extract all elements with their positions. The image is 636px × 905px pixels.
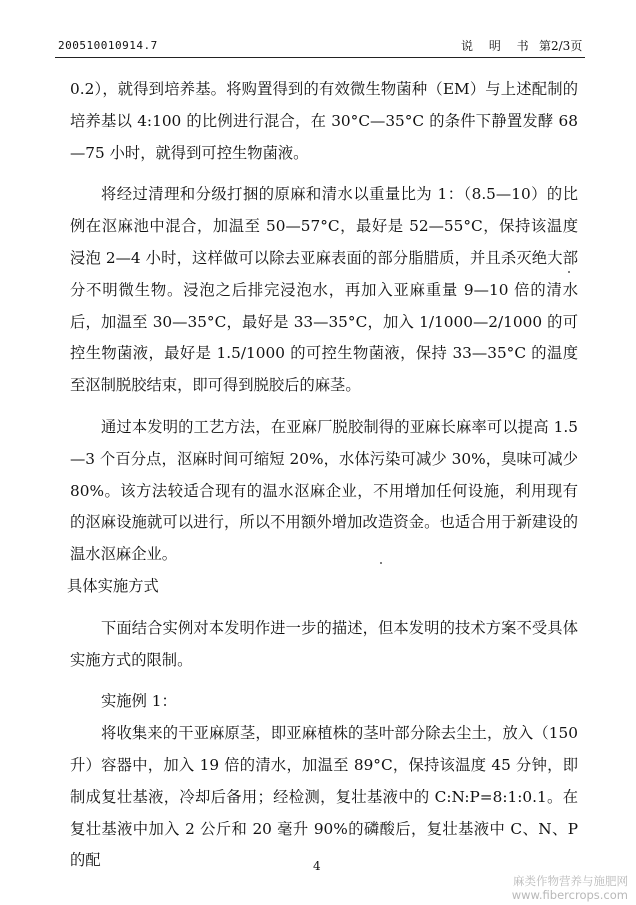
paragraph-intro: 下面结合实例对本发明作进一步的描述，但本发明的技术方案不受具体实施方式的限制。 — [70, 618, 578, 669]
header-divider — [55, 57, 585, 58]
example-heading: 实施例 1： — [101, 692, 177, 711]
scan-speck — [568, 271, 570, 273]
watermark-title: 麻类作物营养与施肥网 — [513, 874, 628, 888]
document-header — [0, 0, 636, 60]
watermark-url: www.fibercrops.com — [511, 888, 628, 902]
document-body — [67, 74, 578, 877]
document-type-label: 说 明 书 — [461, 39, 535, 53]
application-number: 200510010914.7 — [58, 39, 158, 52]
paragraph-benefits: 通过本发明的工艺方法，在亚麻厂脱胶制得的亚麻长麻率可以提高 1.5—3 个百分点，沤麻时间可缩短 20%，水体污染可减少 30%，臭味可减少 80%。该方法较适合现有的温水沤麻企业，不用增加任何设施，利用现有的沤麻设施就可以进行，所以不用额外增加改造资金。也适合用于新建设的温水沤麻企业。 — [70, 417, 578, 564]
paragraph-example-1: 将收集来的干亚麻原茎，即亚麻植株的茎叶部分除去尘土，放入（150 升）容器中，加入 19 倍的清水，加温至 89°C，保持该温度 45 分钟，即制成复壮基液，冷却后备用；经检测，复壮基液中的 C:N:P=8:1:0.1。在复壮基液中加入 2 公斤和 20 毫升 90%的磷酸后，复壮基液中 C、N、P 的配 — [70, 724, 578, 870]
paragraph-retting-process: 将经过清理和分级打捆的原麻和清水以重量比为 1：（8.5—10）的比例在沤麻池中混合，加温至 50—57°C，最好是 52—55°C，保持该温度浸泡 2—4 小时，这样做可以除去亚麻表面的部分脂腊质，并且杀灭绝大部分不明微生物。浸泡之后排完浸泡水，再加入亚麻重量 9—10 倍的清水后，加温至 30—35°C，最好是 33—35°C，加入 1/1000—2/1000 的可控生物菌液，最好是 1.5/1000 的可控生物菌液，保持 33—35°C 的温度至沤制脱胶结束，即可得到脱胶后的麻茎。 — [70, 185, 578, 395]
page-number: 4 — [313, 859, 321, 873]
scan-speck — [380, 562, 382, 564]
section-heading-embodiment: 具体实施方式 — [67, 576, 159, 595]
page-indicator: 第2/3页 — [539, 39, 583, 53]
watermark — [512, 874, 628, 902]
paragraph-continuation: 0.2），就得到培养基。将购置得到的有效微生物菌种（EM）与上述配制的培养基以 4:100 的比例进行混合，在 30°C—35°C 的条件下静置发酵 68—75 小时，就得到可控生物菌液。 — [70, 80, 578, 162]
